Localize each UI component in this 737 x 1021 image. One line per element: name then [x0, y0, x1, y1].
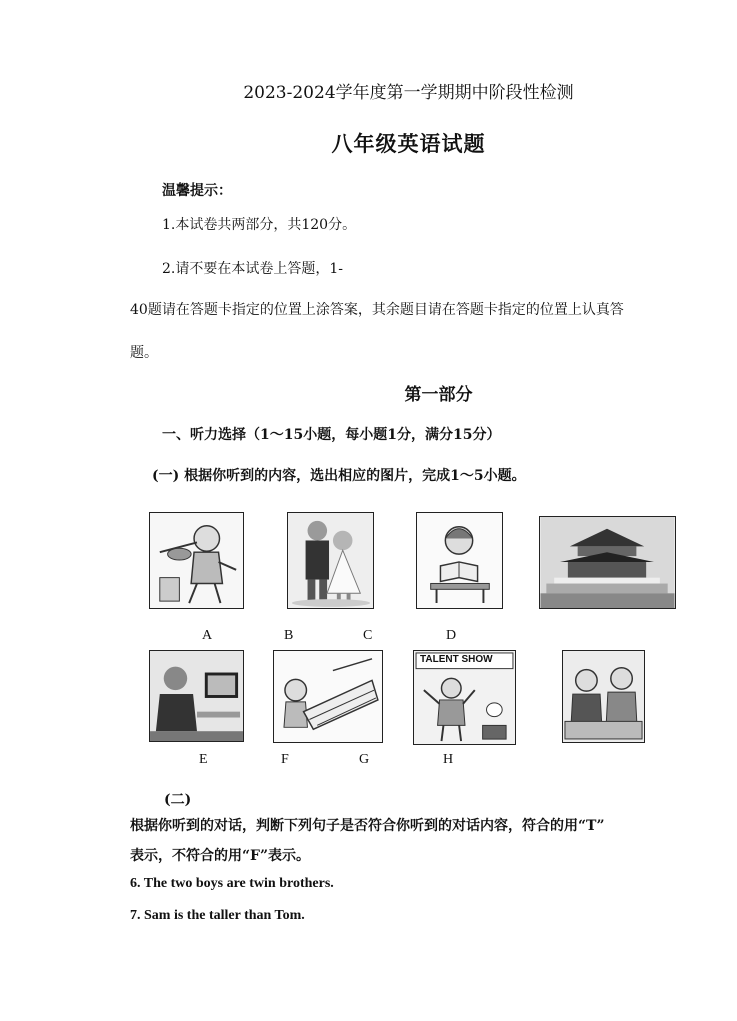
picture-boy-piano — [273, 650, 383, 743]
exam-title: 2023-2024学年度第一学期期中阶段性检测 — [243, 83, 574, 103]
section1-sub1: (一) 根据你听到的内容，选出相应的图片，完成1～5小题。 — [152, 468, 526, 484]
picture-label-e: E — [199, 752, 208, 767]
picture-two-men — [562, 650, 645, 743]
boy-girl-illustration — [288, 513, 373, 608]
question-7: 7. Sam is the taller than Tom. — [130, 908, 305, 923]
section1-sub2: (二) — [164, 792, 192, 808]
reading-girl-illustration — [417, 513, 502, 608]
picture-label-c: C — [363, 628, 373, 643]
tip-item-2-line2: 40题请在答题卡指定的位置上涂答案，其余题目请在答题卡指定的位置上认真答 — [130, 302, 624, 318]
section1-heading: 一、听力选择（1～15小题，每小题1分，满分15分） — [162, 427, 501, 443]
picture-man-computer — [149, 650, 244, 742]
part1-heading: 第一部分 — [404, 385, 473, 405]
picture-palace — [539, 516, 676, 609]
two-men-illustration — [563, 651, 644, 742]
picture-label-f: F — [281, 752, 289, 767]
question-6: 6. The two boys are twin brothers. — [130, 876, 334, 891]
picture-label-h: H — [443, 752, 454, 767]
tip-item-1: 1.本试卷共两部分，共120分。 — [162, 217, 357, 233]
violin-boy-illustration — [150, 513, 243, 608]
picture-boy-and-girl — [287, 512, 374, 609]
tips-heading: 温馨提示： — [162, 183, 232, 199]
tip-item-2-line3: 题。 — [130, 345, 158, 361]
palace-illustration — [540, 517, 675, 608]
picture-talent-show — [413, 650, 516, 745]
picture-label-g: G — [359, 752, 370, 767]
picture-label-a: A — [202, 628, 213, 643]
sub2-instruction-line1: 根据你听到的对话，判断下列句子是否符合你听到的对话内容，符合的用“T” — [130, 818, 605, 834]
picture-girl-reading — [416, 512, 503, 609]
talent-show-sign: TALENT SHOW — [420, 654, 493, 665]
tip-item-2-line1: 2.请不要在本试卷上答题，1- — [162, 261, 343, 277]
computer-man-illustration — [150, 651, 243, 741]
picture-boy-violin — [149, 512, 244, 609]
picture-label-b: B — [284, 628, 294, 643]
piano-boy-illustration — [274, 651, 382, 742]
picture-label-d: D — [446, 628, 457, 643]
exam-subtitle: 八年级英语试题 — [331, 131, 486, 156]
sub2-instruction-line2: 表示，不符合的用“F”表示。 — [130, 848, 311, 864]
